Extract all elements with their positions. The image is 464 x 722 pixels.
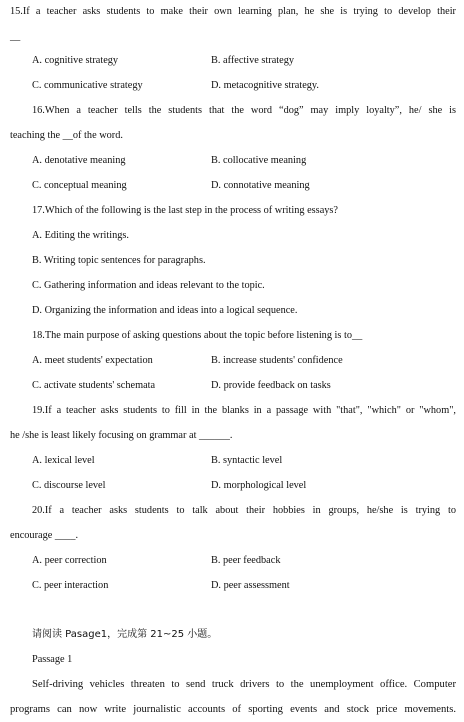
question-16-option-c: C. conceptual meaning (32, 180, 127, 191)
question-15-option-c: C. communicative strategy (32, 80, 143, 91)
question-19-stem: 19.If a teacher asks students to fill in the blanks in a passage with "that", "which" or "whom", (32, 405, 456, 416)
question-17-stem: 17.Which of the following is the last step in the process of writing essays? (32, 205, 338, 216)
question-15-blank: __ (10, 31, 21, 42)
question-16-stem: 16.When a teacher tells the students that the word “dog” may imply loyalty”, he/ she is (32, 105, 456, 116)
question-19-option-c: C. discourse level (32, 480, 106, 491)
question-18-option-b: B. increase students' confidence (211, 355, 343, 366)
question-18-stem: 18.The main purpose of asking questions about the topic before listening is to__ (32, 330, 363, 341)
question-17-option-c: C. Gathering information and ideas relevant to the topic. (32, 280, 265, 291)
question-15-option-a: A. cognitive strategy (32, 55, 119, 66)
question-20-option-c: C. peer interaction (32, 580, 109, 591)
question-16-option-a: A. denotative meaning (32, 155, 126, 166)
question-19-stem-continued: he /she is least likely focusing on grammar at ______. (10, 430, 233, 441)
reading-instruction: 请阅读 Pasage1，完成第 21~25 小题。 (32, 629, 218, 640)
question-16-stem-continued: teaching the __of the word. (10, 130, 123, 141)
question-16-option-d: D. connotative meaning (211, 180, 310, 191)
question-15-option-d: D. metacognitive strategy. (211, 80, 319, 91)
question-20-option-a: A. peer correction (32, 555, 107, 566)
question-16-option-b: B. collocative meaning (211, 155, 307, 166)
question-15-option-b: B. affective strategy (211, 55, 295, 66)
question-17-option-a: A. Editing the writings. (32, 230, 129, 241)
passage-title: Passage 1 (32, 654, 73, 665)
question-20-option-d: D. peer assessment (211, 580, 290, 591)
question-20-stem: 20.If a teacher asks students to talk about their hobbies in groups, he/she is trying to (32, 505, 456, 516)
question-17-option-b: B. Writing topic sentences for paragraphs. (32, 255, 206, 266)
question-17-option-d: D. Organizing the information and ideas into a logical sequence. (32, 305, 298, 316)
question-19-option-b: B. syntactic level (211, 455, 283, 466)
passage-paragraph-line-2: programs can now write journalistic accounts of sporting events and stock price movements. (10, 704, 456, 715)
question-15-stem: 15.If a teacher asks students to make their own learning plan, he she is trying to develop their (10, 6, 456, 17)
passage-paragraph-line-1: Self-driving vehicles threaten to send truck drivers to the unemployment office. Computer (32, 679, 456, 690)
question-18-option-d: D. provide feedback on tasks (211, 380, 331, 391)
question-20-option-b: B. peer feedback (211, 555, 281, 566)
question-18-option-c: C. activate students' schemata (32, 380, 156, 391)
question-19-option-a: A. lexical level (32, 455, 95, 466)
question-20-stem-continued: encourage ____. (10, 530, 79, 541)
question-18-option-a: A. meet students' expectation (32, 355, 153, 366)
question-19-option-d: D. morphological level (211, 480, 307, 491)
